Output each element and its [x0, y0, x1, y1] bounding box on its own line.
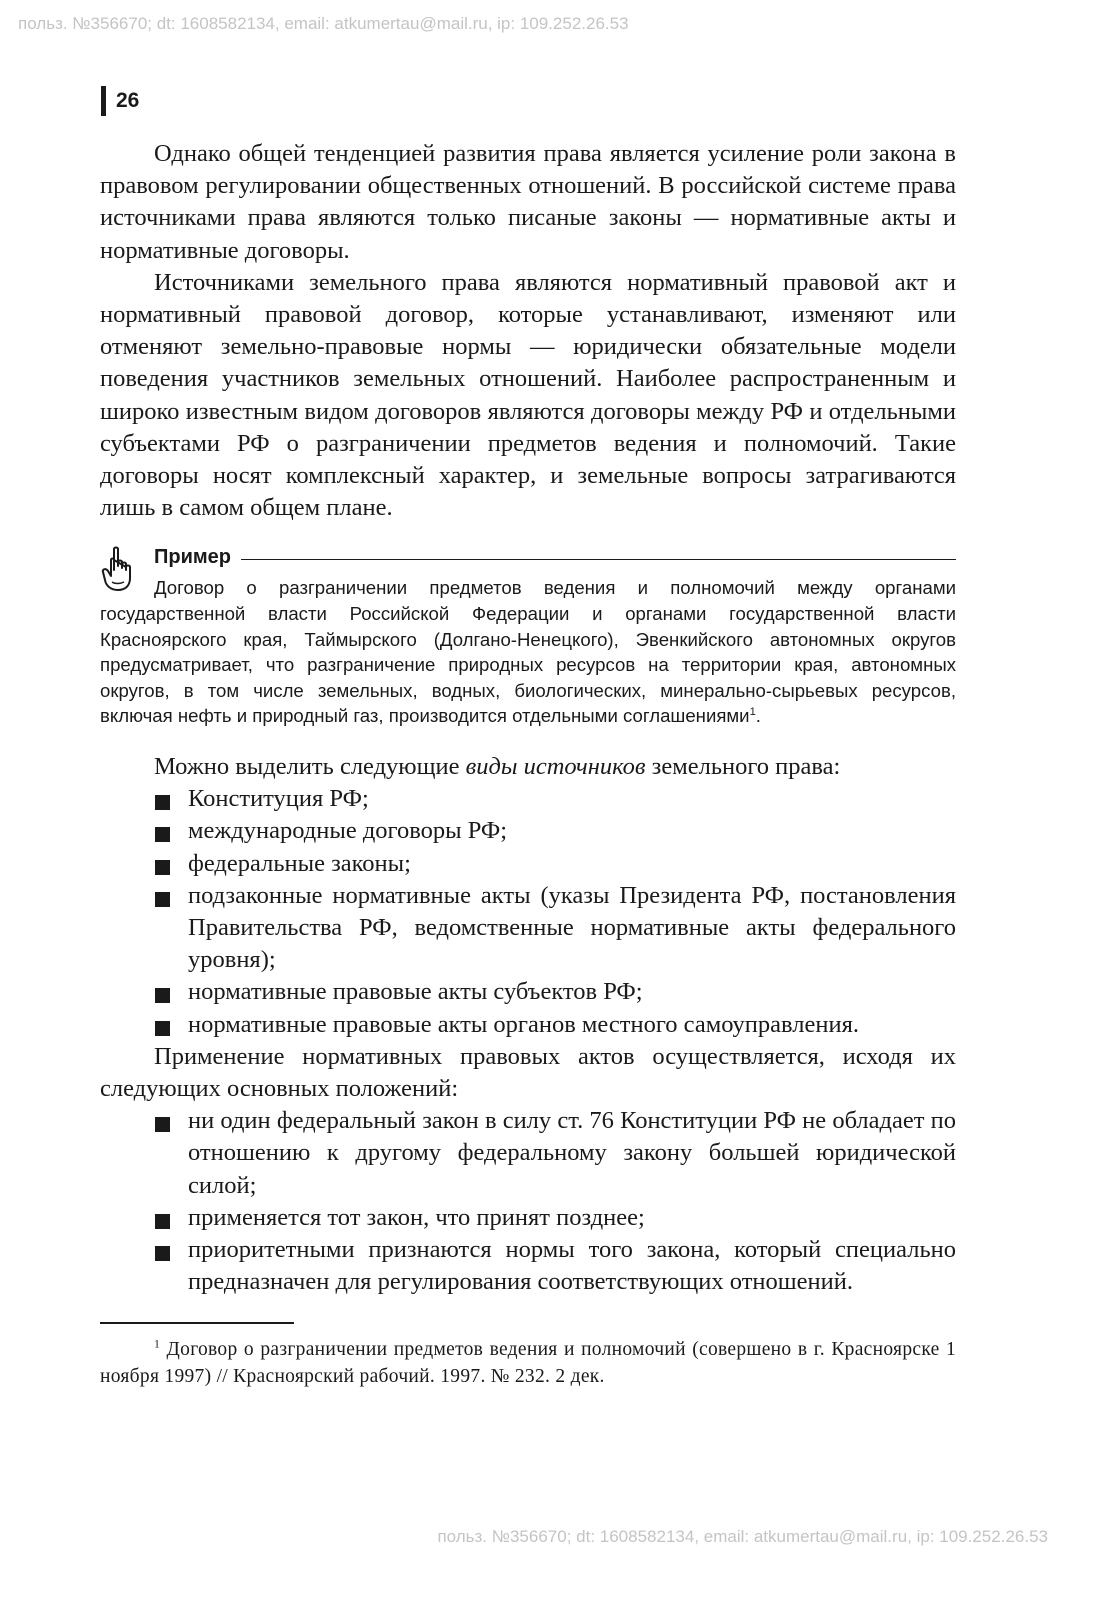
list-item-text: федеральные законы;: [188, 849, 411, 877]
page-number-text: 26: [116, 89, 140, 112]
list-item: [100, 976, 956, 1008]
list-item-text: Конституция РФ;: [188, 785, 369, 813]
footnote-text: Договор о разграничении предметов ведения и полномочий (совершено в г. Красноярске 1 ноября 1997) // Красноярский рабочий. 1997. № 232. 2 дек.: [100, 1338, 956, 1387]
list-item-text: применяется тот закон, что принят позднее;: [188, 1203, 645, 1231]
bullet-square: [155, 795, 170, 810]
sources-intro-after: земельного права:: [645, 753, 841, 780]
example-text: [100, 575, 956, 729]
watermark-top: польз. №356670; dt: 1608582134, email: atkumertau@mail.ru, ip: 109.252.26.53: [18, 14, 629, 33]
list-item-text: нормативные правовые акты субъектов РФ;: [188, 978, 643, 1006]
footnote: [100, 1336, 956, 1390]
list-item: [100, 1202, 956, 1234]
list-item-text: подзаконные нормативные акты (указы Президента РФ, постановления Правительства РФ, ведомственные нормативные акты федерального уровня);: [188, 881, 956, 974]
list-item: [100, 1105, 956, 1202]
list-item: [100, 1234, 956, 1298]
list-item-text: международные договоры РФ;: [188, 817, 508, 845]
paragraph-1: Однако общей тенденцией развития права является усиление роли закона в правовом регулировании общественных отношений. В российской системе права источниками права являются только писаные законы — нормативные акты и нормативные договоры.: [100, 140, 956, 264]
bullet-square: [155, 1021, 170, 1036]
bullet-square: [155, 1246, 170, 1261]
footnote-mark: 1: [154, 1337, 161, 1351]
footnote-separator: [100, 1322, 294, 1324]
example-heading-rule: [241, 559, 956, 561]
example-footnote-mark: 1: [749, 706, 756, 719]
list-item-text: ни один федеральный закон в силу ст. 76 Конституции РФ не обладает по отношению к другому федеральному закону большей юридической силой;: [188, 1107, 956, 1199]
bullet-square: [155, 827, 170, 842]
paragraph-2: Источниками земельного права являются нормативный правовой акт и нормативный правовой договор, которые устанавливают, изменяют или отменяют земельно-правовые нормы — юридически обязательные модели поведения участников земельных отношений. Наиболее распространенным и широко известным видом договоров являются договоры между РФ и отдельными субъектами РФ о разграничении предметов ведения и полномочий. Такие договоры носят комплексный характер, и земельные вопросы затрагиваются лишь в самом общем плане.: [100, 268, 956, 522]
sources-intro-emphasis: виды источников: [465, 753, 646, 780]
example-heading: [154, 546, 956, 569]
bullet-square: [155, 1117, 170, 1132]
list-item: [100, 880, 956, 977]
example-heading-text: Пример: [154, 546, 232, 569]
sources-intro-before: Можно выделить следующие: [154, 753, 466, 780]
page-content: [100, 138, 956, 1390]
watermark-bottom: польз. №356670; dt: 1608582134, email: atkumertau@mail.ru, ip: 109.252.26.53: [437, 1527, 1048, 1546]
pointing-hand-icon: [100, 546, 134, 592]
sources-list: [100, 783, 956, 1041]
list-item-text: нормативные правовые акты органов местного самоуправления.: [188, 1010, 859, 1038]
list-item: [100, 783, 956, 815]
list-item: [100, 815, 956, 847]
bullet-square: [155, 1214, 170, 1229]
example-body: Договор о разграничении предметов ведения и полномочий между органами государственной власти Российской Федерации и органами государственной власти Красноярского края, Таймырского (Долгано-Ненецкого), Эвенкийского автономных округов предусматривает, что разграничение природных ресурсов на территории края, автономных округов, в том числе земельных, водных, биологических, минерально-сырьевых ресурсов, включая нефть и природный газ, производится отдельными соглашениями: [100, 577, 956, 727]
bullet-square: [155, 892, 170, 907]
list-item-text: приоритетными признаются нормы того закона, который специально предназначен для регулирования соответствующих отношений.: [188, 1236, 956, 1296]
paragraph-3: Применение нормативных правовых актов осуществляется, исходя их следующих основных положений:: [100, 1042, 956, 1103]
page-number: [101, 86, 139, 116]
example-end: .: [755, 705, 761, 727]
sources-intro: [100, 751, 956, 783]
list-item: [100, 848, 956, 880]
page-number-bar: [101, 86, 106, 116]
bullet-square: [155, 860, 170, 875]
list-item: [100, 1009, 956, 1041]
bullet-square: [155, 988, 170, 1003]
principles-list: [100, 1105, 956, 1298]
example-box: [100, 546, 956, 729]
